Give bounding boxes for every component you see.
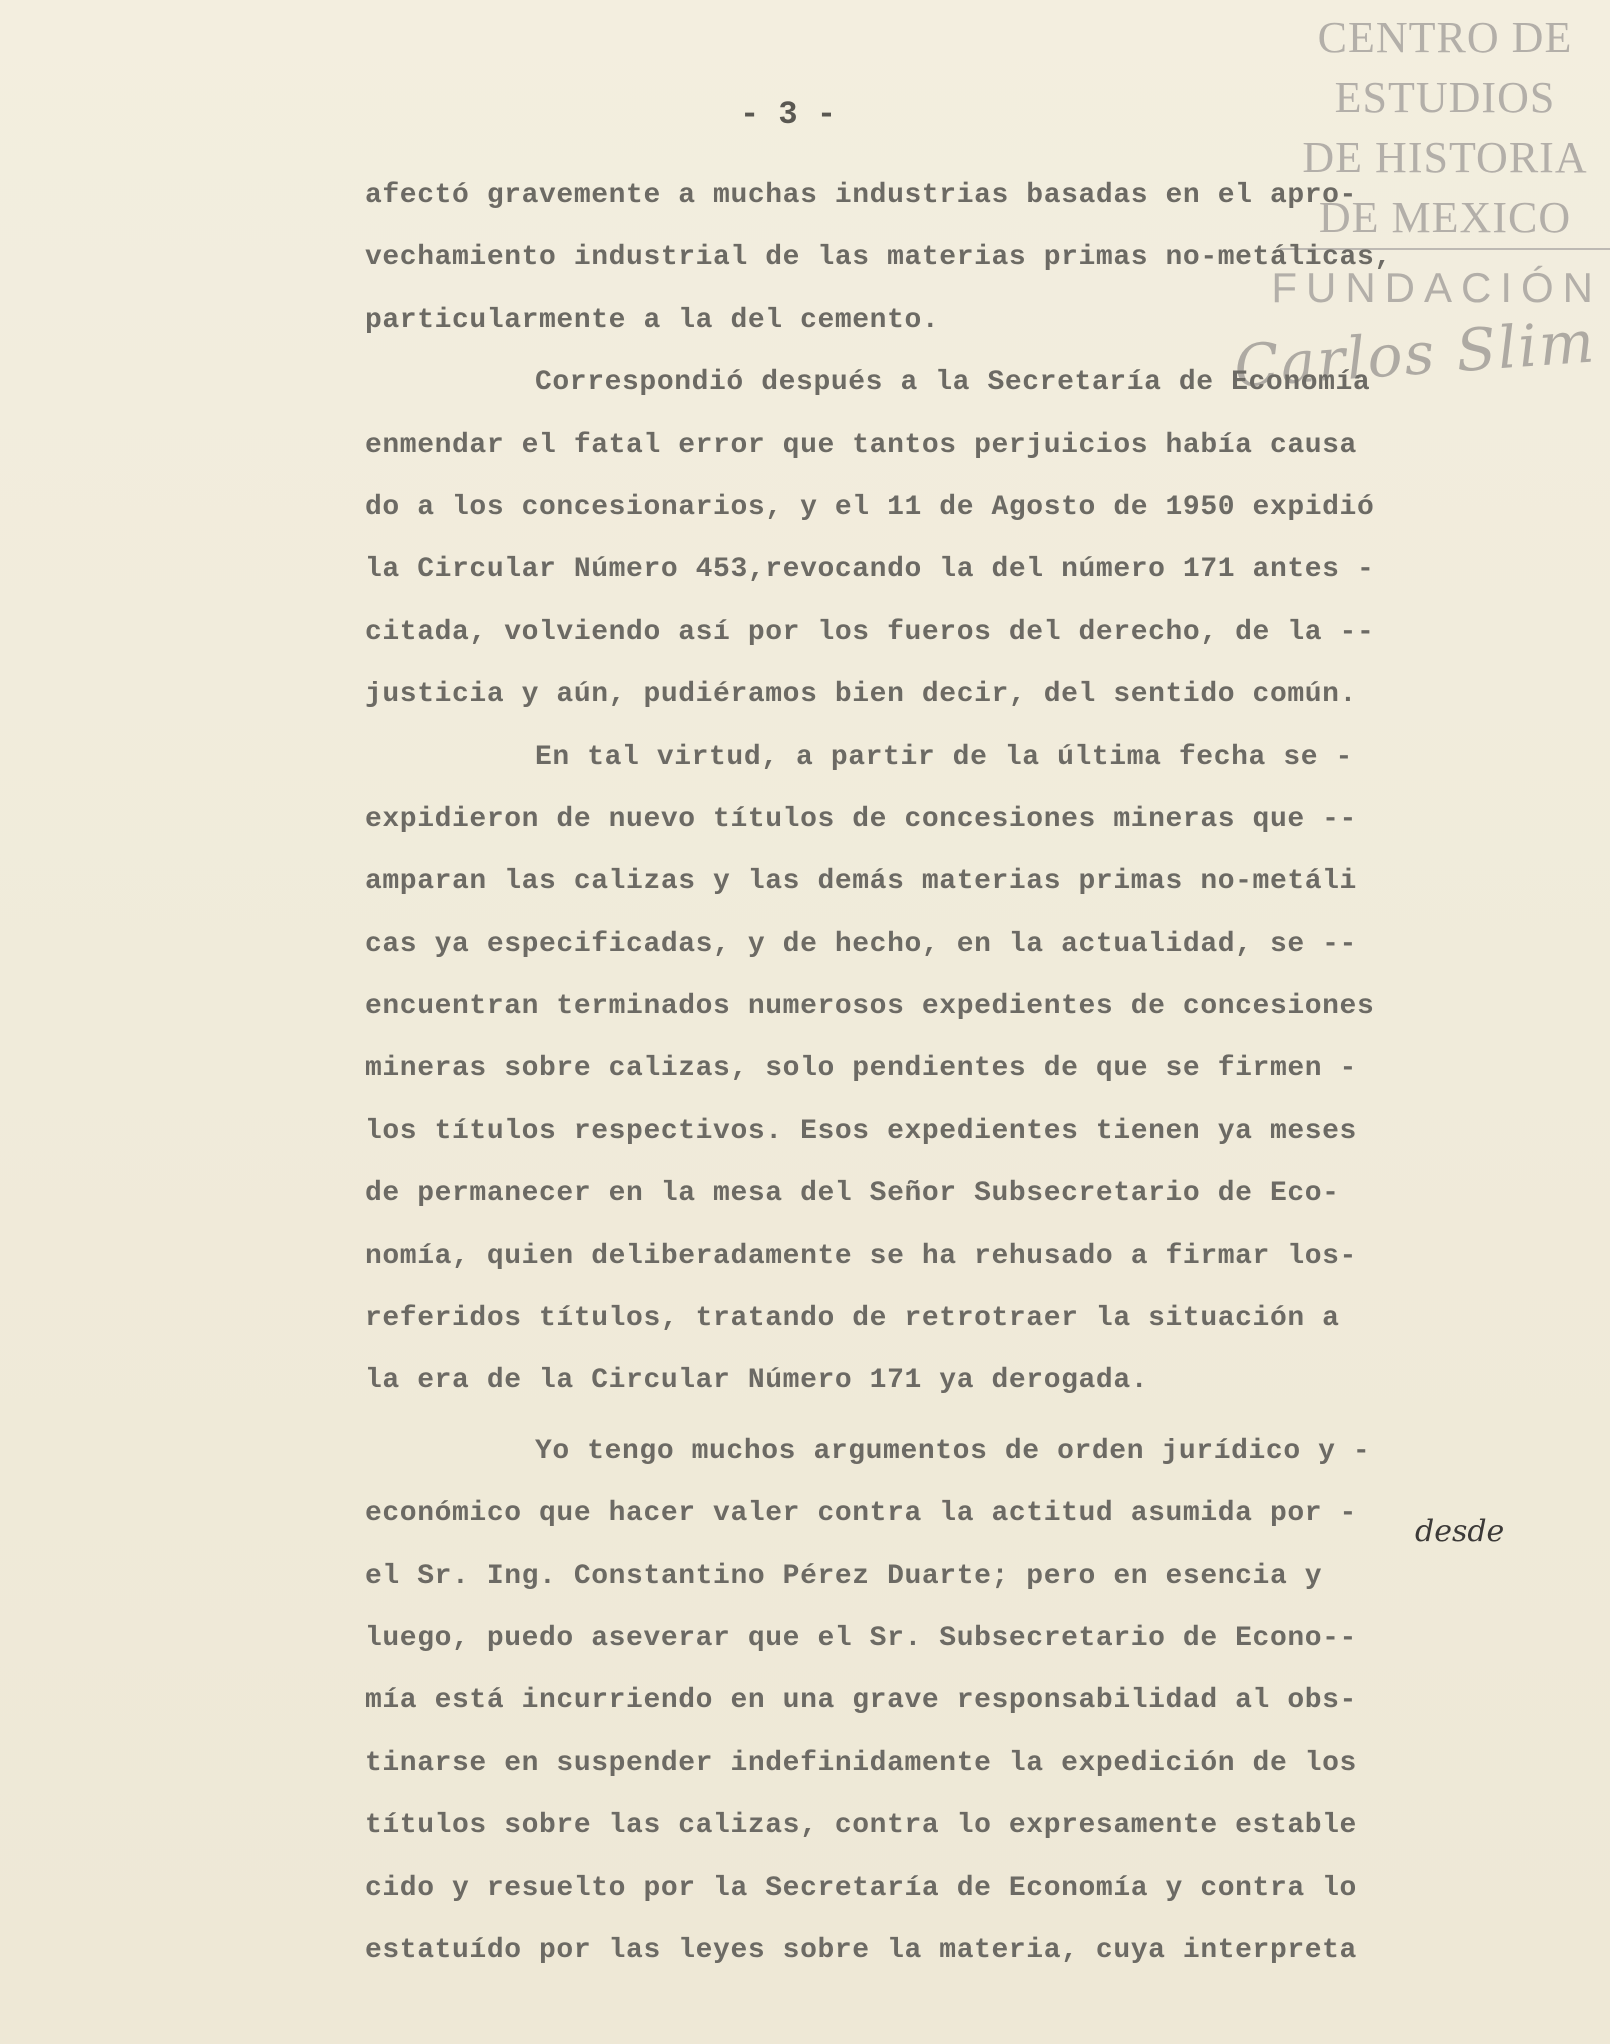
text-line: justicia y aún, pudiéramos bien decir, del sentido común. <box>365 679 1357 711</box>
text-line: económico que hacer valer contra la actitud asumida por - <box>365 1498 1357 1530</box>
watermark-line: DE MEXICO <box>1318 193 1572 242</box>
text-line: amparan las calizas y las demás materias primas no-metáli <box>365 866 1357 898</box>
page-number: - 3 - <box>740 96 837 133</box>
text-line: cido y resuelto por la Secretaría de Economía y contra lo <box>365 1872 1357 1904</box>
text-line: particularmente a la del cemento. <box>365 304 940 336</box>
text-line: nomía, quien deliberadamente se ha rehusado a firmar los- <box>365 1240 1357 1272</box>
text-line: tinarse en suspender indefinidamente la expedición de los <box>365 1747 1357 1779</box>
text-line: de permanecer en la mesa del Señor Subsecretario de Eco- <box>365 1178 1340 1210</box>
watermark-line: ESTUDIOS <box>1334 73 1556 122</box>
text-line: los títulos respectivos. Esos expedientes tienen ya meses <box>365 1115 1357 1147</box>
text-line: encuentran terminados numerosos expedientes de concesiones <box>365 991 1375 1023</box>
text-line: cas ya especificadas, y de hecho, en la actualidad, se -- <box>365 928 1357 960</box>
text-line: luego, puedo aseverar que el Sr. Subsecretario de Econo-- <box>365 1622 1357 1654</box>
watermark-foundation: FUNDACIÓN <box>1271 264 1602 311</box>
text-line: mineras sobre calizas, solo pendientes de que se firmen - <box>365 1053 1357 1085</box>
text-line: do a los concesionarios, y el 11 de Agosto de 1950 expidió <box>365 491 1375 523</box>
text-line: afectó gravemente a muchas industrias basadas en el apro- <box>365 180 1357 211</box>
paragraph-start-line: Correspondió después a la Secretaría de Economía <box>535 367 1371 399</box>
watermark-line: DE HISTORIA <box>1302 133 1588 182</box>
typewritten-body <box>365 165 1485 1982</box>
paragraph-start-line: En tal virtud, a partir de la última fecha se - <box>535 741 1353 773</box>
text-line: estatuído por las leyes sobre la materia, cuya interpreta <box>365 1934 1357 1966</box>
watermark-signature: Carlos Slim <box>1231 307 1598 401</box>
text-line: expidieron de nuevo títulos de concesiones mineras que -- <box>365 803 1357 835</box>
handwritten-annotation: desde <box>1415 1514 1505 1549</box>
text-line: mía está incurriendo en una grave responsabilidad al obs- <box>365 1685 1357 1717</box>
text-line: la era de la Circular Número 171 ya derogada. <box>365 1365 1149 1397</box>
text-line: citada, volviendo así por los fueros del derecho, de la -- <box>365 616 1375 648</box>
text-line: el Sr. Ing. Constantino Pérez Duarte; pero en esencia y <box>365 1560 1323 1592</box>
text-line: referidos títulos, tratando de retrotraer la situación a <box>365 1303 1340 1335</box>
paragraph-gap <box>365 1413 1485 1421</box>
text-line: títulos sobre las calizas, contra lo expresamente estable <box>365 1810 1357 1842</box>
watermark-line: CENTRO DE <box>1317 13 1573 62</box>
paragraph-start-line: Yo tengo muchos argumentos de orden jurídico y - <box>535 1435 1371 1467</box>
text-line: la Circular Número 453,revocando la del número 171 antes - <box>365 554 1375 586</box>
text-line: vechamiento industrial de las materias primas no-metálicas, <box>365 242 1392 274</box>
text-line: enmendar el fatal error que tantos perjuicios había causa <box>365 429 1357 461</box>
